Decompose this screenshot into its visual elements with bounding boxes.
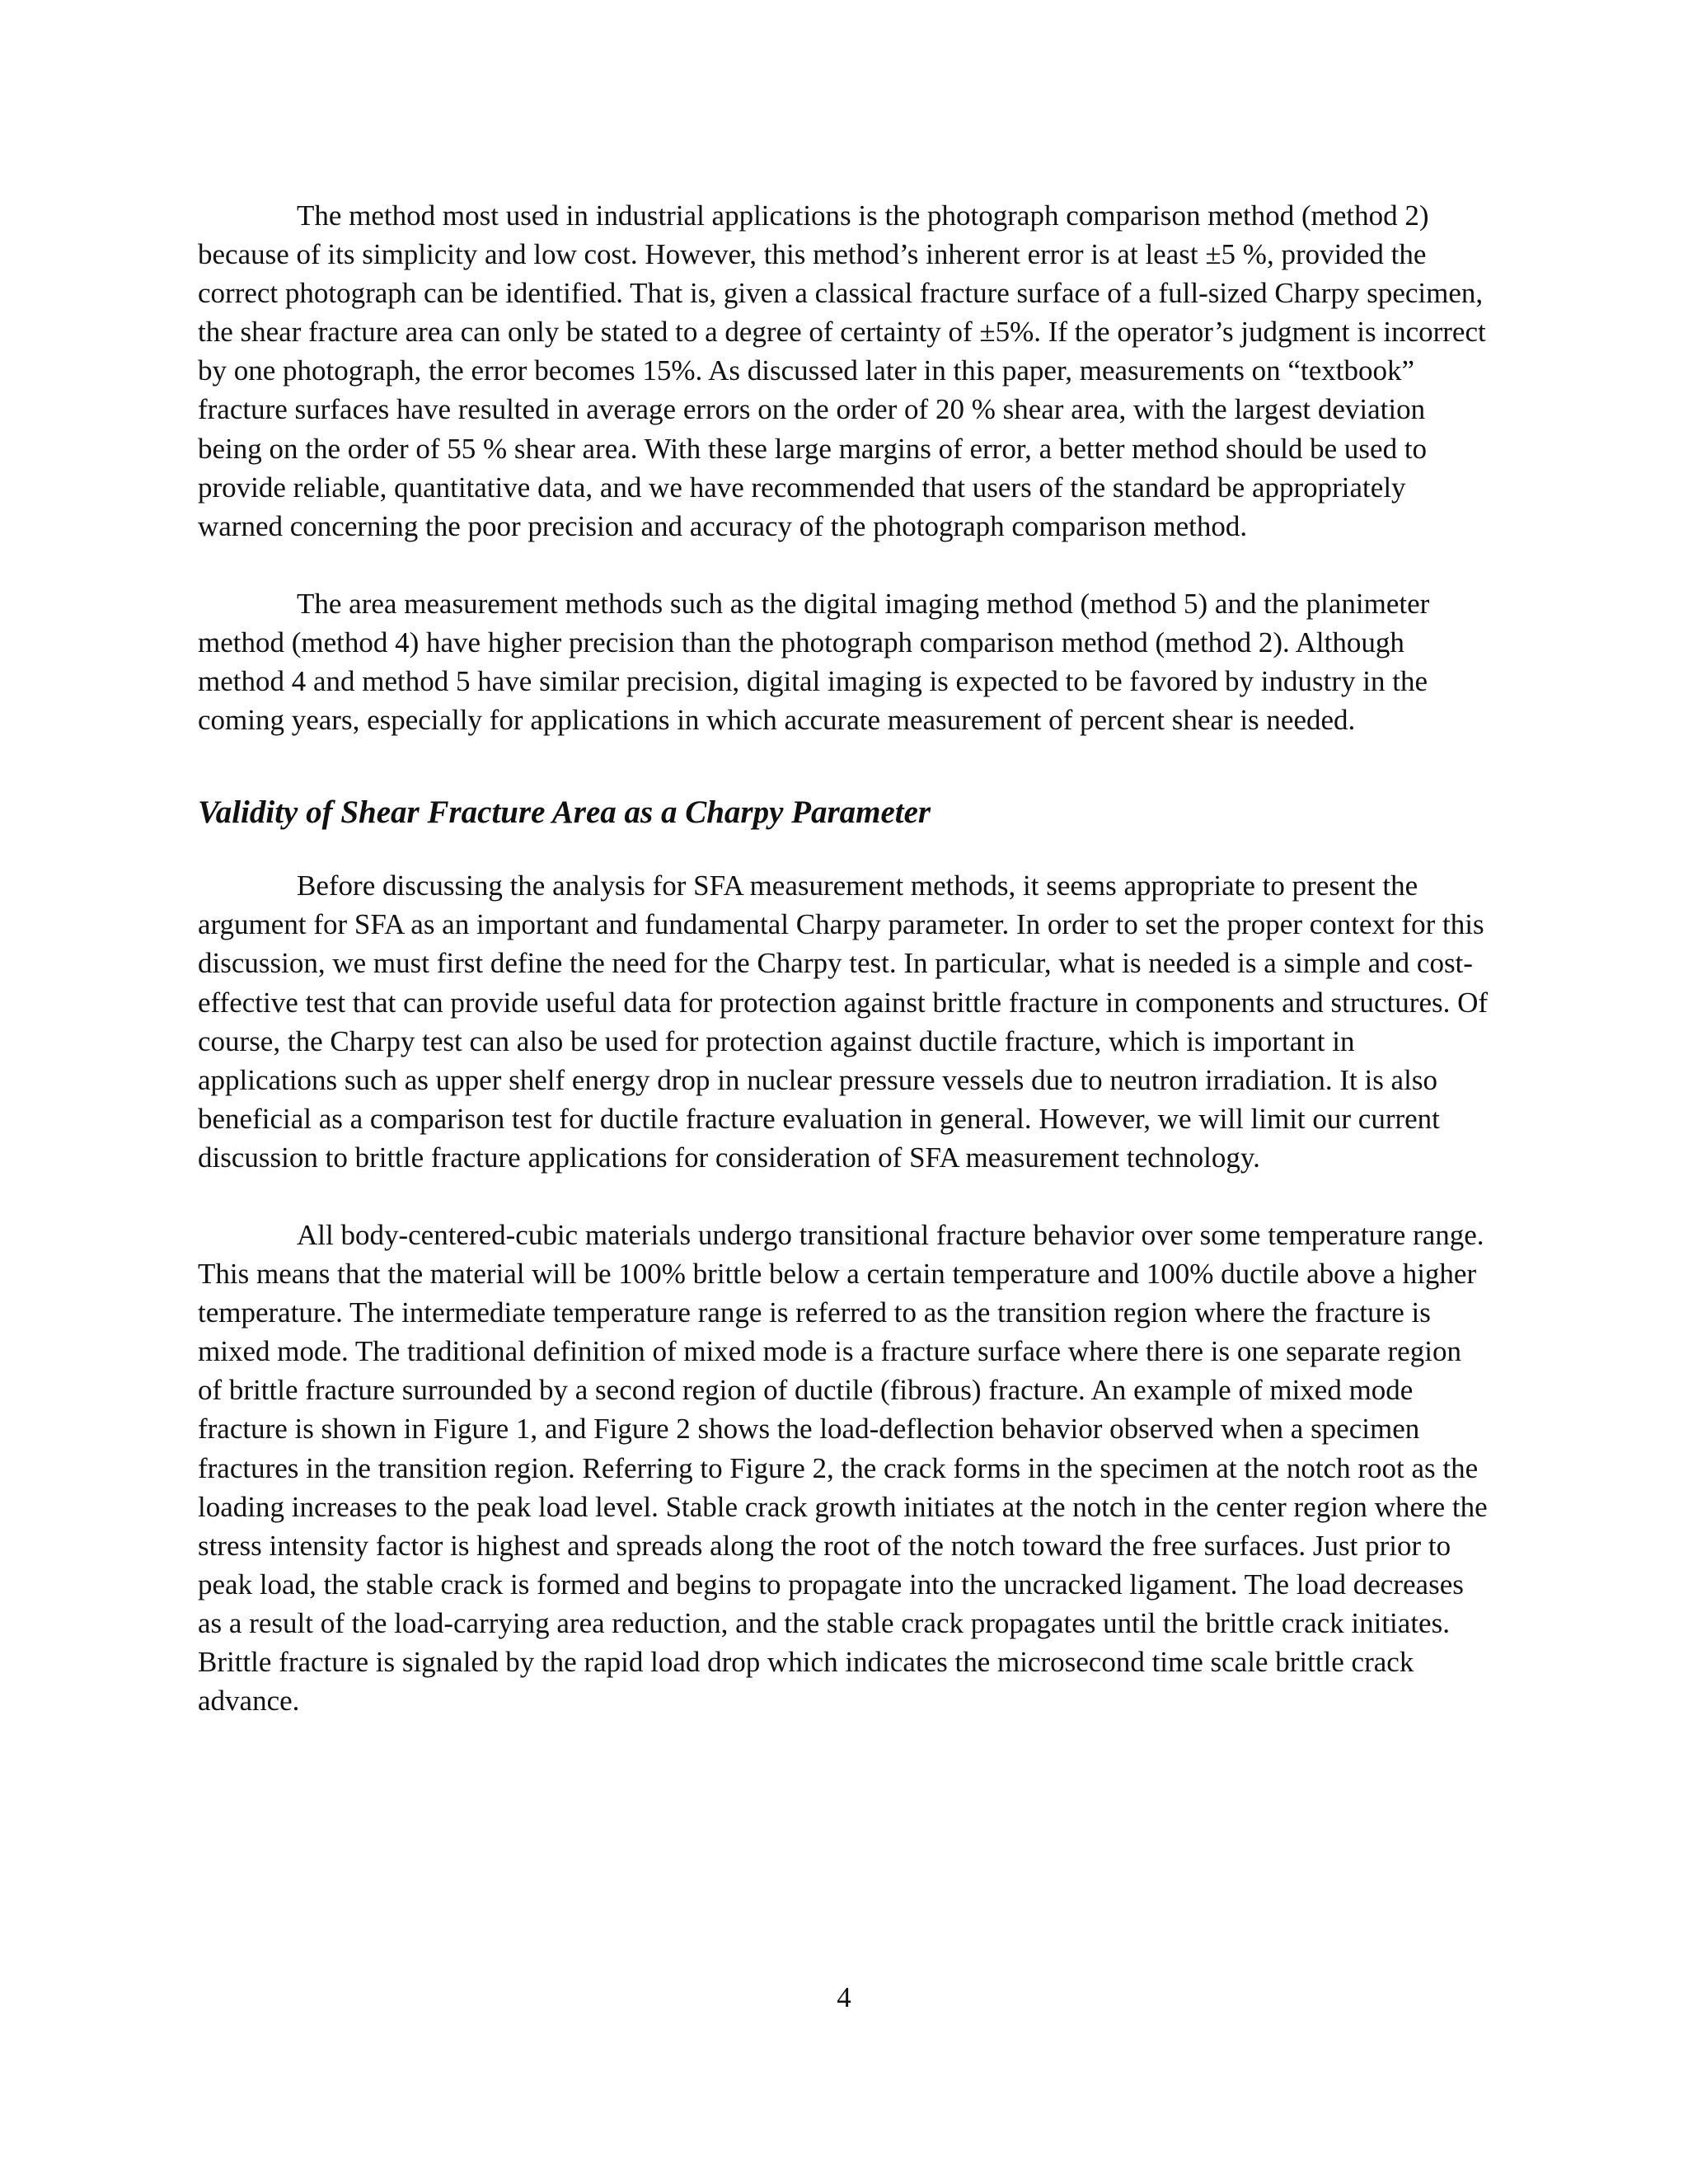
paragraph-area-measurement: The area measurement methods such as the digital imaging method (method 5) and the planimeter method (method 4) have higher precision than the photograph comparison method (method 2). Although method 4 and method 5 have similar precision, digital imaging is expected to be favored by industry in the coming years, especially for applications in which accurate measurement of percent shear is needed. bbox=[198, 587, 1430, 737]
paragraph-photograph-comparison: The method most used in industrial applications is the photograph comparison method (method 2) because of its simplicity and low cost. However, this method’s inherent error is at least ±5 %, provided the correct photograph can be identified. That is, given a classical fracture surface of a full-sized Charpy specimen, the shear fracture area can only be stated to a degree of certainty of ±5%. If the operator’s judgment is incorrect by one photograph, the error becomes 15%. As discussed later in this paper, measurements on “textbook” fracture surfaces have resulted in average errors on the order of 20 % shear area, with the largest deviation being on the order of 55 % shear area. With these large margins of error, a better method should be used to provide reliable, quantitative data, and we have recommended that users of the standard be appropriately warned concerning the poor precision and accuracy of the photograph comparison method. bbox=[198, 199, 1486, 542]
paragraph-transition-behavior: All body-centered-cubic materials undergo transitional fracture behavior over some temperature range. This means that the material will be 100% brittle below a certain temperature and 100% ductile above a higher temperature. The intermediate temperature range is referred to as the transition region where the fracture is mixed mode. The traditional definition of mixed mode is a fracture surface where there is one separate region of brittle fracture surrounded by a second region of ductile (fibrous) fracture. An example of mixed mode fracture is shown in Figure 1, and Figure 2 shows the load-deflection behavior observed when a specimen fractures in the transition region. Referring to Figure 2, the crack forms in the specimen at the notch root as the loading increases to the peak load level. Stable crack growth initiates at the notch in the center region where the stress intensity factor is highest and spreads along the root of the notch toward the free surfaces. Just prior to peak load, the stable crack is formed and begins to propagate into the uncracked ligament. The load decreases as a result of the load-carrying area reduction, and the stable crack propagates until the brittle crack initiates. Brittle fracture is signaled by the rapid load drop which indicates the microsecond time scale brittle crack advance. bbox=[198, 1218, 1488, 1718]
section-heading: Validity of Shear Fracture Area as a Charpy Parameter bbox=[198, 794, 931, 831]
paragraph-sfa-argument: Before discussing the analysis for SFA measurement methods, it seems appropriate to present the argument for SFA as an important and fundamental Charpy parameter. In order to set the proper context for this discussion, we must first define the need for the Charpy test. In particular, what is needed is a simple and cost-effective test that can provide useful data for protection against brittle fracture in components and structures. Of course, the Charpy test can also be used for protection against ductile fracture, which is important in applications such as upper shelf energy drop in nuclear pressure vessels due to neutron irradiation. It is also beneficial as a comparison test for ductile fracture evaluation in general. However, we will limit our current discussion to brittle fracture applications for consideration of SFA measurement technology. bbox=[198, 869, 1489, 1174]
page-body bbox=[198, 196, 1492, 1720]
page-number: 4 bbox=[837, 1981, 851, 2013]
